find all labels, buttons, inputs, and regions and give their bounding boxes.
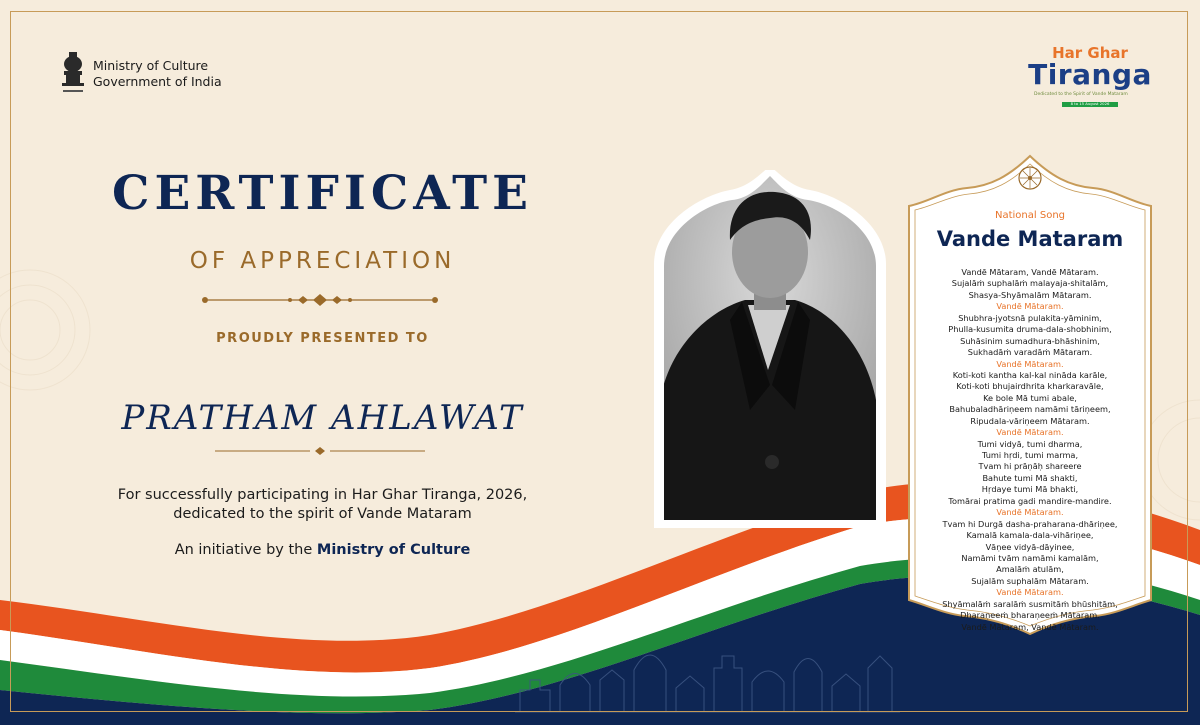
certificate-title: CERTIFICATE [112,166,533,221]
lyric-line: Koti-koti bhujairdhrita kharkaravāle, [956,381,1104,392]
government-name: Government of India [93,74,222,89]
ornamental-divider [200,293,440,307]
lyric-line: Tumi vidyā, tumi dharma, [977,438,1083,449]
lyric-line: Koti-koti kantha kal-kal nināda karāle, [952,369,1108,380]
lyric-line: Vandē Mātaram, Vandē Mātaram. [961,267,1099,277]
national-emblem-icon [60,50,86,96]
logo-line-1: Har Ghar [1052,44,1128,62]
lyric-refrain-line: Vandē Mātaram. [996,358,1064,369]
lyric-line: Vāṇee vidyā-dāyinee, [985,541,1075,552]
song-title: Vande Mataram [936,227,1124,251]
lyric-line: Tumi hṛdi, tumi marma, [981,450,1079,460]
lyric-line: Vandē Mātaram, Vandē Mātaram. [961,621,1099,632]
name-underline-divider [215,446,425,456]
lyric-line: Kamalā kamala-dala-vihāriṇee, [966,530,1094,541]
ministry-name: Ministry of Culture [93,58,209,73]
lyric-line: Bahute tumi Mā shakti, [982,472,1078,483]
lyric-line: Tvam hi Durgā dasha-praharana-dhāriṇee, [942,518,1118,529]
lyric-line: Phulla-kusumita druma-dala-shobhinim, [948,324,1112,335]
logo-dates: 8 to 15 August 2026 [1070,101,1110,106]
lyric-line: Hṛdaye tumi Mā bhakti, [981,484,1079,495]
logo-tagline: Dedicated to the Spirit of Vande Mataram [1034,92,1128,97]
initiative-prefix: An initiative by the [174,542,317,558]
lyric-line: Tomārai pratima gadi mandire-mandire. [948,495,1112,506]
description-line-2: dedicated to the spirit of Vande Mataram [173,506,472,522]
lyric-line: Dharaṇeeṁ bharaṇeeṁ Mātaram. [960,610,1100,621]
ashoka-chakra-icon [1019,167,1041,189]
lyric-line: Amalāṁ atulām, [996,564,1064,575]
lyric-line: Ke bole Mā tumi abale, [983,392,1077,403]
certificate-subtitle: OF APPRECIATION [189,248,456,274]
lyric-refrain-line: Vandē Mātaram. [996,587,1064,598]
national-song-label: National Song [995,210,1065,221]
lyric-line: Shubhra-jyotsnā pulakita-yāminim, [958,312,1102,323]
lyric-line: Ripudala-vāriṇeem Mātaram. [970,415,1090,426]
lyric-line: Namāmi tvām namāmi kamalām, [961,552,1099,563]
lyric-refrain-line: Vandē Mātaram. [996,427,1064,438]
recipient-photo [650,170,890,530]
lyric-line: Shasya-Shyāmalām Mātaram. [968,289,1092,300]
lyric-refrain-line: Vandē Mātaram. [996,301,1064,312]
lyric-line: Sujalāṁ suphalāṁ malayaja-shitalām, [951,278,1109,289]
logo-line-2: Tiranga [1028,58,1152,91]
lyric-line: Suhāsinim sumadhura-bhāshinim, [960,335,1100,346]
lyric-line: Tvam hi prāṇāḥ shareere [978,461,1082,472]
lyric-refrain-line: Vandē Mātaram. [996,507,1064,518]
song-lyrics [905,267,1155,633]
lyric-line: Bahubaladhāriṇeem namāmi tāriṇeem, [949,404,1111,415]
lyric-line: Sukhadāṁ varadāṁ Mātaram. [967,347,1093,358]
presented-to-label: PROUDLY PRESENTED TO [216,331,429,346]
lyric-line: Sujalām suphalām Mātaram. [971,575,1089,586]
har-ghar-tiranga-logo [1026,44,1154,110]
lyric-line: Shyāmalāṁ saralāṁ susmitāṁ bhūshitām, [942,598,1118,609]
description-line-1: For successfully participating in Har Ghar Tiranga, 2026, [117,487,528,503]
initiative-organization: Ministry of Culture [316,542,471,558]
initiative-text [60,542,585,558]
recipient-name: PRATHAM AHLAWAT [121,398,524,438]
